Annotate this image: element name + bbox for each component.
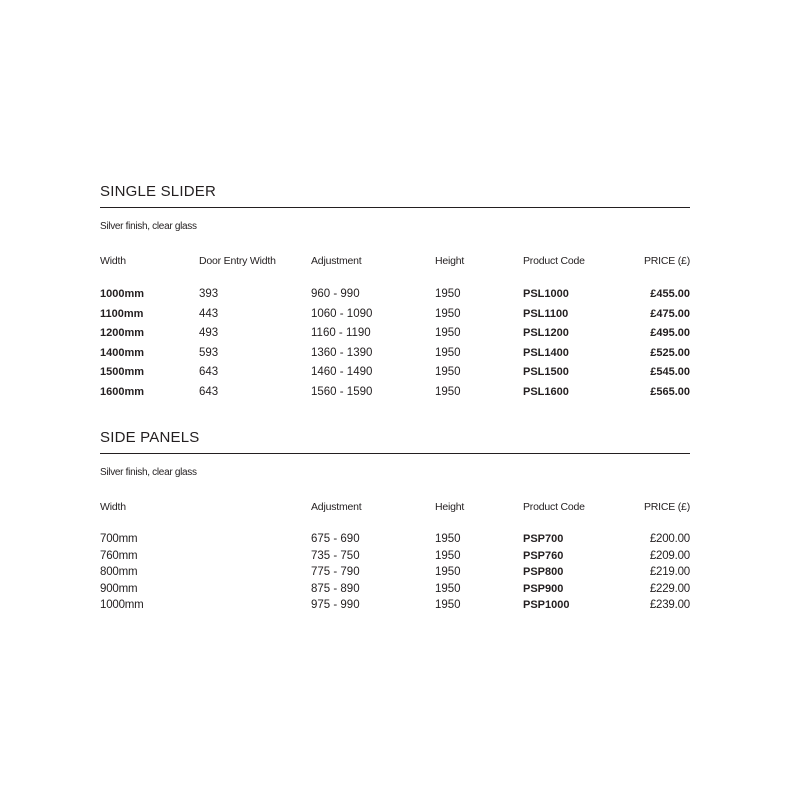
table-row	[100, 287, 690, 307]
row-adjustment: 960 - 990	[311, 288, 360, 300]
row-width: 760mm	[100, 549, 138, 562]
single-slider-divider	[100, 207, 690, 208]
row-width: 700mm	[100, 533, 138, 545]
row-height: 1950	[435, 307, 461, 320]
row-adjustment: 975 - 990	[311, 599, 360, 611]
row-price: £219.00	[649, 566, 690, 578]
row-price: £545.00	[650, 366, 690, 378]
row-width: 1000mm	[100, 288, 145, 300]
header-height: Height	[435, 501, 465, 513]
row-adjustment: 1360 - 1390	[311, 346, 373, 359]
header-product-code: Product Code	[523, 501, 585, 513]
row-adjustment: 775 - 790	[311, 566, 360, 578]
table-row	[100, 532, 690, 549]
row-door-entry-width: 643	[199, 366, 219, 378]
header-width: Width	[100, 255, 126, 267]
header-product-code: Product Code	[523, 255, 585, 267]
row-price: £495.00	[650, 327, 690, 339]
header-price: PRICE (£)	[643, 255, 690, 267]
row-price: £525.00	[650, 346, 690, 359]
row-adjustment: 1160 - 1190	[311, 327, 371, 339]
row-width: 1100mm	[100, 307, 144, 320]
row-price: £565.00	[650, 385, 690, 398]
row-product-code: PSP1000	[523, 599, 570, 611]
row-price: £200.00	[649, 533, 690, 545]
row-height: 1950	[435, 385, 461, 398]
row-door-entry-width: 593	[199, 346, 219, 359]
header-adjustment: Adjustment	[311, 255, 362, 267]
row-door-entry-width: 443	[199, 307, 219, 320]
row-height: 1950	[435, 566, 461, 578]
row-height: 1950	[435, 288, 461, 300]
header-adjustment: Adjustment	[311, 501, 362, 513]
row-product-code: PSL1400	[523, 346, 569, 359]
row-product-code: PSP900	[523, 582, 564, 595]
row-product-code: PSP700	[523, 533, 564, 545]
row-width: 1500mm	[100, 366, 145, 378]
single-slider-subtitle: Silver finish, clear glass	[100, 221, 197, 232]
header-price: PRICE (£)	[643, 501, 690, 513]
table-row	[100, 549, 690, 566]
side-panels-subtitle: Silver finish, clear glass	[100, 467, 197, 478]
row-height: 1950	[435, 599, 461, 611]
row-width: 1000mm	[100, 599, 144, 611]
row-height: 1950	[435, 582, 461, 595]
row-product-code: PSL1200	[523, 327, 569, 339]
header-width: Width	[100, 501, 126, 513]
table-row	[100, 385, 690, 405]
row-height: 1950	[435, 533, 461, 545]
row-price: £239.00	[649, 599, 690, 611]
table-row	[100, 307, 690, 327]
side-panels-divider	[100, 453, 690, 454]
row-door-entry-width: 493	[199, 327, 219, 339]
side-panels-section	[100, 429, 690, 615]
row-height: 1950	[435, 346, 461, 359]
side-panels-title: SIDE PANELS	[100, 429, 200, 446]
row-width: 1600mm	[100, 385, 145, 398]
header-height: Height	[435, 255, 465, 267]
row-product-code: PSL1500	[523, 366, 569, 378]
table-row	[100, 326, 690, 346]
row-price: £209.00	[649, 549, 690, 562]
row-width: 1400mm	[100, 346, 145, 359]
row-product-code: PSL1600	[523, 385, 569, 398]
row-adjustment: 735 - 750	[311, 549, 360, 562]
side-panels-header-row	[100, 500, 690, 532]
row-door-entry-width: 393	[199, 288, 219, 300]
single-slider-header-row	[100, 254, 690, 287]
row-price: £455.00	[650, 288, 690, 300]
row-width: 900mm	[100, 582, 138, 595]
row-product-code: PSP760	[523, 549, 564, 562]
row-product-code: PSP800	[523, 566, 564, 578]
row-height: 1950	[435, 549, 461, 562]
row-adjustment: 1560 - 1590	[311, 385, 373, 398]
row-adjustment: 875 - 890	[311, 582, 360, 595]
row-door-entry-width: 643	[199, 385, 219, 398]
row-price: £229.00	[649, 582, 690, 595]
header-door-entry-width: Door Entry Width	[199, 255, 276, 267]
row-product-code: PSL1000	[523, 288, 569, 300]
single-slider-title: SINGLE SLIDER	[100, 183, 216, 200]
row-height: 1950	[435, 327, 461, 339]
row-adjustment: 1460 - 1490	[311, 366, 373, 378]
table-row	[100, 598, 690, 615]
table-row	[100, 365, 690, 385]
row-adjustment: 1060 - 1090	[311, 307, 373, 320]
table-row	[100, 565, 690, 582]
row-width: 800mm	[100, 566, 138, 578]
row-height: 1950	[435, 366, 461, 378]
single-slider-section	[100, 183, 690, 404]
table-row	[100, 582, 690, 599]
row-width: 1200mm	[100, 327, 145, 339]
row-price: £475.00	[650, 307, 690, 320]
table-row	[100, 346, 690, 366]
row-product-code: PSL1100	[523, 307, 569, 320]
row-adjustment: 675 - 690	[311, 533, 360, 545]
